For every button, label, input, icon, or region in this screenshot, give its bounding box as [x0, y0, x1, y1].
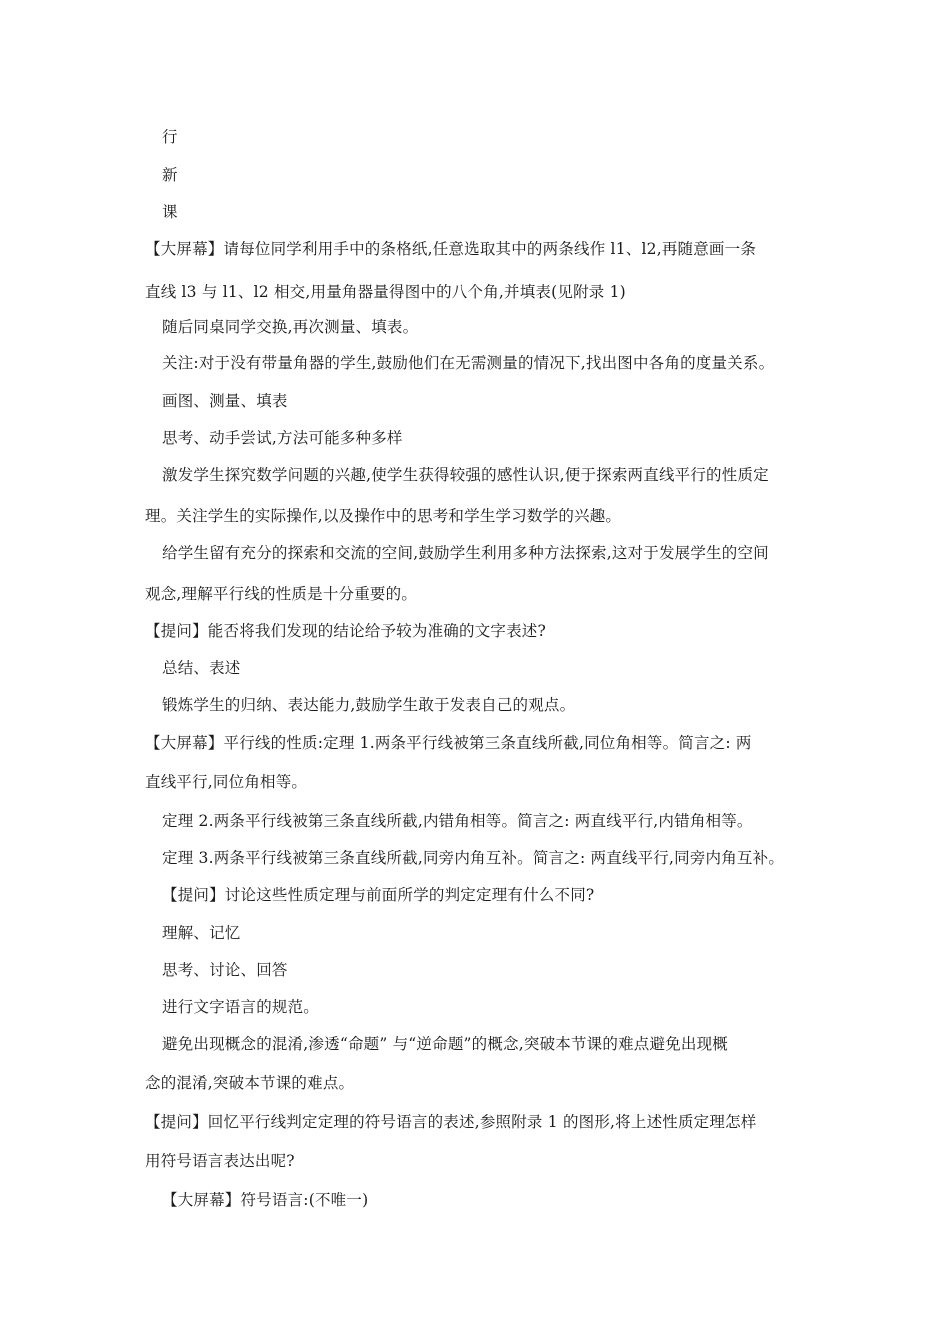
- text-line: 用符号语言表达出呢?: [145, 1152, 295, 1170]
- text-line: 避免出现概念的混淆,渗透“命题” 与“逆命题”的概念,突破本节课的难点避免出现概: [162, 1035, 728, 1053]
- text-line: 直线 l3 与 l1、l2 相交,用量角器量得图中的八个角,并填表(见附录 1): [145, 283, 626, 301]
- text-line: 【大屏幕】请每位同学利用手中的条格纸,任意选取其中的两条线作 l1、l2,再随意画一条: [145, 240, 757, 258]
- text-line: 新: [162, 166, 178, 184]
- text-line: 【提问】讨论这些性质定理与前面所学的判定定理有什么不同?: [162, 886, 595, 904]
- text-line: 关注:对于没有带量角器的学生,鼓励他们在无需测量的情况下,找出图中各角的度量关系。: [162, 354, 775, 372]
- text-line: 行: [162, 128, 178, 146]
- text-line: 观念,理解平行线的性质是十分重要的。: [145, 585, 418, 603]
- text-line: 激发学生探究数学问题的兴趣,使学生获得较强的感性认识,便于探索两直线平行的性质定: [162, 466, 769, 484]
- text-line: 理解、记忆: [162, 924, 241, 942]
- text-line: 锻炼学生的归纳、表达能力,鼓励学生敢于发表自己的观点。: [162, 696, 576, 714]
- text-line: 【提问】能否将我们发现的结论给予较为准确的文字表述?: [145, 622, 547, 640]
- text-line: 思考、讨论、回答: [162, 961, 288, 979]
- text-line: 给学生留有充分的探索和交流的空间,鼓励学生利用多种方法探索,这对于发展学生的空间: [162, 544, 769, 562]
- text-line: 画图、测量、填表: [162, 392, 288, 410]
- text-line: 思考、动手尝试,方法可能多种多样: [162, 429, 403, 447]
- text-line: 理。关注学生的实际操作,以及操作中的思考和学生学习数学的兴趣。: [145, 507, 622, 525]
- text-line: 课: [162, 203, 178, 221]
- text-line: 随后同桌同学交换,再次测量、填表。: [162, 318, 419, 336]
- text-line: 定理 2.两条平行线被第三条直线所截,内错角相等。简言之: 两直线平行,内错角相等。: [162, 812, 753, 830]
- text-line: 进行文字语言的规范。: [162, 998, 320, 1016]
- text-line: 定理 3.两条平行线被第三条直线所截,同旁内角互补。简言之: 两直线平行,同旁内角互补。: [162, 849, 785, 867]
- text-line: 念的混淆,突破本节课的难点。: [145, 1074, 355, 1092]
- text-line: 【提问】回忆平行线判定定理的符号语言的表述,参照附录 1 的图形,将上述性质定理怎样: [145, 1113, 757, 1131]
- text-line: 直线平行,同位角相等。: [145, 773, 308, 791]
- text-line: 【大屏幕】符号语言:(不唯一): [162, 1191, 369, 1209]
- text-line: 总结、表述: [162, 659, 241, 677]
- text-line: 【大屏幕】平行线的性质:定理 1.两条平行线被第三条直线所截,同位角相等。简言之: 两: [145, 734, 752, 752]
